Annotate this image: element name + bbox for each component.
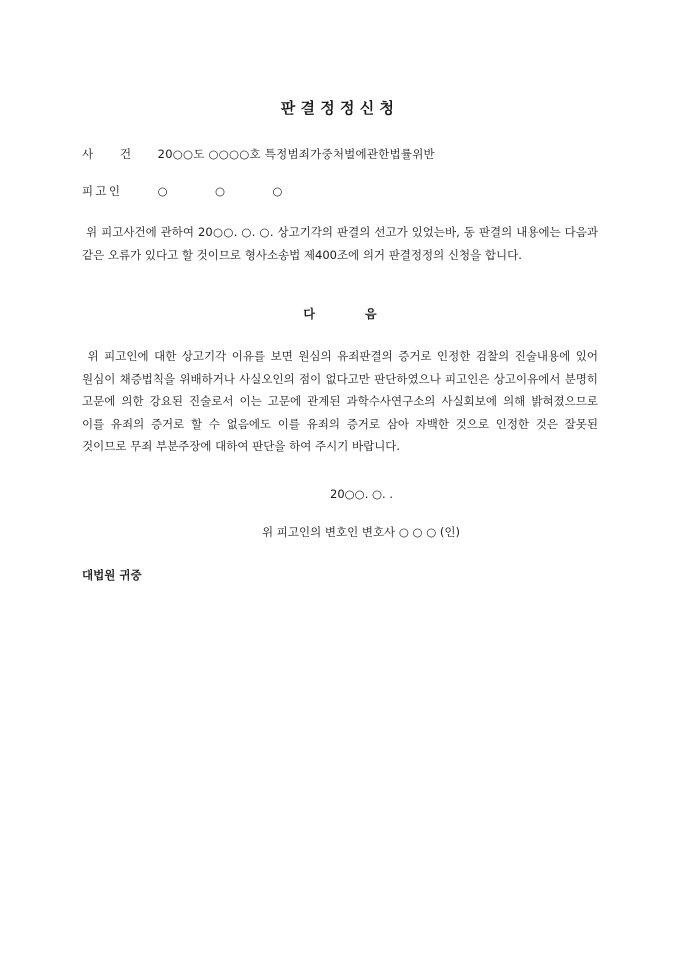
- section-heading: [0, 305, 680, 322]
- intro-paragraph: [82, 221, 598, 266]
- heading-char-2: 음: [365, 307, 377, 321]
- filing-date: 20○○. ○. .: [330, 487, 394, 501]
- case-number: 20○○도 ○○○○호 특정범죄가중처벌에관한법률위반: [157, 147, 435, 161]
- defendant-name: ○ ○ ○: [157, 184, 305, 198]
- heading-char-1: 다: [303, 307, 315, 321]
- document-title: 판결정정신청: [280, 99, 400, 117]
- defendant-label: 피고인: [82, 184, 123, 198]
- case-label-char-2: 건: [120, 147, 132, 161]
- case-label-char-1: 사: [82, 147, 94, 161]
- attorney-signature: 위 피고인의 변호인 변호사 ○ ○ ○ (인): [262, 525, 460, 539]
- intro-paragraph-text: 위 피고사건에 관하여 20○○. ○. ○. 상고기각의 판결의 선고가 있었는바, 동 판결의 내용에는 다음과 같은 오류가 있다고 할 것이므로 형사소송법 제400조에 의거 판결정정의 신청을 합니다.: [82, 225, 599, 262]
- defendant-row: [82, 183, 304, 199]
- case-label: [82, 146, 154, 162]
- body-paragraph-text: 위 피고인에 대한 상고기각 이유를 보면 원심의 유죄판결의 증거로 인정한 검찰의 진술내용에 있어 원심이 채증법칙을 위배하거나 사실오인의 점이 없다고만 판단하였으나 피고인은 상고이유에서 분명히 고문에 의한 강요된 진술로서 이는 고문에 관계된 과학수사연구소의 사실회보에 의해 밝혀졌으므로 이를 유죄의 증거로 할 수 없음에도 이를 유죄의 증거로 삼아 자백한 것으로 인정한 것은 잘못된 것이므로 무죄 부분주장에 대하여 판단을 하여 주시기 바랍니다.: [82, 349, 598, 453]
- case-row: [82, 146, 435, 162]
- body-paragraph: [82, 345, 598, 458]
- addressee: 대법원 귀중: [82, 568, 142, 582]
